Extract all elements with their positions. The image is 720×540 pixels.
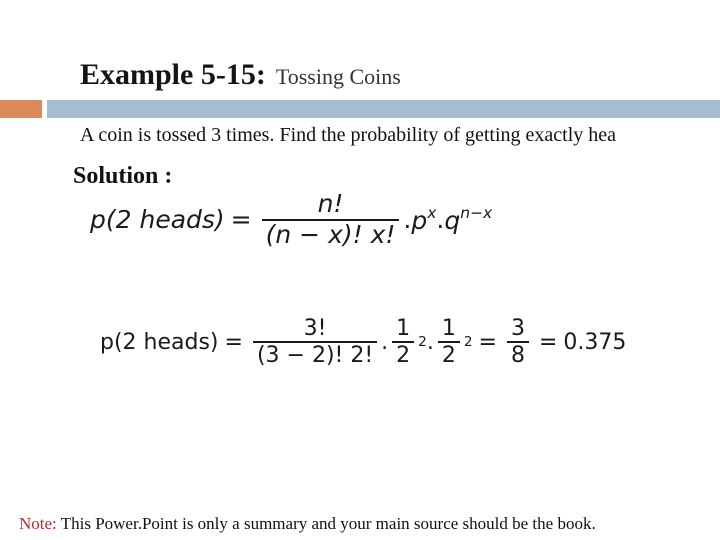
eq1-equals: = xyxy=(230,205,252,235)
eq2-numerator: 3! xyxy=(303,316,327,341)
eq2-f1-den: 2 xyxy=(392,341,414,368)
footer-note xyxy=(19,514,596,534)
eq2-lhs: p(2 heads) xyxy=(100,329,219,355)
eq2-fraction-result xyxy=(507,316,529,369)
eq2-fraction-p xyxy=(392,316,414,369)
eq2-equals2: = xyxy=(478,329,497,355)
note-text: This Power.Point is only a summary and your main source should be the book. xyxy=(56,514,596,533)
eq2-dot2: . xyxy=(426,329,434,355)
binomial-calculation xyxy=(100,316,626,369)
eq2-fraction-main xyxy=(253,316,377,369)
eq2-f2-den: 2 xyxy=(438,341,460,368)
eq2-f1-num: 1 xyxy=(396,316,411,341)
eq2-equals3: = xyxy=(538,329,558,355)
slide-title xyxy=(80,58,401,92)
eq2-denominator: (3 − 2)! 2! xyxy=(253,341,377,368)
eq1-lhs: p(2 heads) xyxy=(90,205,225,235)
accent-bar-orange xyxy=(0,100,42,118)
eq2-fraction-q xyxy=(438,316,460,369)
solution-label: Solution : xyxy=(73,163,173,189)
title-sub: Tossing Coins xyxy=(275,64,401,89)
eq1-p-exponent: x xyxy=(427,204,437,223)
title-main: Example 5-15: xyxy=(80,58,266,91)
eq1-q: $q^{n-x}$ xyxy=(444,204,493,236)
eq1-q-exponent: n−x xyxy=(460,204,493,223)
eq2-result: 0.375 xyxy=(563,329,627,355)
eq2-exp1: 2 xyxy=(418,334,427,351)
eq1-denominator: (n − x)! x! xyxy=(262,219,400,250)
eq2-f3-den: 8 xyxy=(507,341,529,368)
eq1-p: $p^x$ xyxy=(411,204,437,236)
eq2-f3-num: 3 xyxy=(510,316,525,341)
eq1-dot2: . xyxy=(436,205,445,235)
problem-text: A coin is tossed 3 times. Find the probability of getting exactly hea xyxy=(80,124,617,146)
eq2-dot1: . xyxy=(381,329,389,355)
eq1-numerator: n! xyxy=(317,189,344,218)
binomial-formula xyxy=(90,190,492,250)
note-label: Note: xyxy=(19,514,57,533)
eq1-dot: . xyxy=(403,205,412,235)
eq2-f2-num: 1 xyxy=(441,316,456,341)
eq2-equals: = xyxy=(224,329,243,355)
accent-bar-blue xyxy=(47,100,720,118)
eq1-fraction xyxy=(262,190,400,250)
eq2-exp2: 2 xyxy=(463,334,473,351)
